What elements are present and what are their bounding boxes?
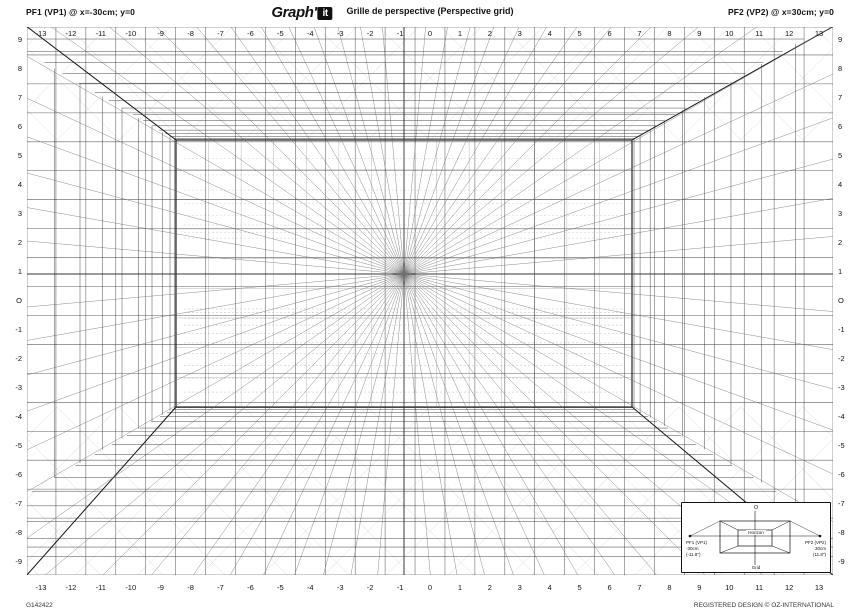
x-tick-label: -5: [277, 29, 284, 38]
x-tick-label: 7: [637, 29, 642, 38]
x-tick-label: -5: [277, 583, 284, 592]
x-tick-label: 10: [725, 29, 734, 38]
x-tick-label: -1: [396, 29, 404, 38]
y-tick-label: -9: [15, 556, 22, 566]
legend-pf2-in: (11.8"): [812, 551, 826, 557]
y-tick-label: -6: [838, 469, 845, 479]
legend-grid-label: Grid: [751, 565, 761, 570]
x-tick-label: 4: [547, 583, 552, 592]
y-tick-label: 2: [838, 238, 843, 248]
x-tick-label: -8: [187, 29, 194, 38]
legend-pf1-title: PF1 (VP1): [686, 539, 708, 545]
brand-text: Graph': [271, 4, 317, 21]
y-tick-label: 4: [17, 180, 22, 190]
x-tick-label: 9: [697, 583, 702, 592]
x-tick-label: -2: [366, 29, 374, 38]
x-tick-label: 4: [547, 29, 552, 38]
y-tick-label: O: [838, 296, 844, 305]
x-tick-label: 9: [697, 29, 702, 38]
legend-box: [681, 502, 831, 573]
legend-horizon-label: Horizon: [748, 530, 764, 535]
y-tick-label: -3: [15, 382, 22, 392]
copyright-notice: REGISTERED DESIGN © OZ-INTERNATIONAL: [693, 602, 834, 609]
x-tick-label: 10: [725, 583, 734, 592]
y-tick-label: -8: [838, 527, 845, 537]
y-tick-label: O: [16, 296, 22, 305]
x-tick-label: 12: [784, 583, 794, 592]
y-tick-label: 2: [17, 238, 22, 248]
x-tick-label: 8: [667, 583, 672, 592]
x-tick-label: 1: [457, 29, 462, 38]
page-title: Grille de perspective (Perspective grid): [346, 6, 514, 16]
y-tick-label: 6: [17, 122, 22, 132]
x-tick-label: 11: [755, 583, 764, 592]
x-tick-label: -4: [306, 29, 314, 38]
perspective-grid-plot: [26, 26, 834, 576]
x-tick-label: -3: [336, 29, 344, 38]
x-tick-label: -3: [336, 583, 344, 592]
x-tick-label: 7: [637, 583, 642, 592]
y-tick-label: 9: [17, 35, 22, 45]
legend-pf2: [805, 540, 826, 558]
y-tick-label: -3: [838, 382, 845, 392]
y-tick-label: 3: [838, 209, 843, 219]
y-tick-label: -4: [838, 411, 845, 421]
x-tick-label: -11: [95, 29, 106, 38]
x-tick-label: 0: [427, 29, 433, 38]
legend-pf2-cm: 30cm: [814, 545, 826, 551]
y-tick-label: 5: [17, 151, 22, 161]
y-tick-label: 7: [17, 93, 22, 103]
legend-origin-label: O: [753, 505, 759, 511]
x-tick-label: 6: [607, 29, 612, 38]
x-tick-label: -9: [157, 583, 164, 592]
y-tick-label: 9: [838, 35, 843, 45]
y-tick-label: -2: [838, 353, 845, 363]
x-tick-label: 2: [487, 29, 492, 38]
x-tick-label: -12: [65, 583, 77, 592]
x-tick-label: -11: [95, 583, 106, 592]
y-tick-label: -7: [15, 498, 22, 508]
y-tick-label: 8: [838, 64, 843, 74]
y-tick-label: -7: [838, 498, 845, 508]
legend-pf1: [686, 540, 707, 558]
x-tick-label: -6: [247, 29, 254, 38]
x-tick-label: 11: [755, 29, 764, 38]
x-tick-label: -7: [217, 583, 224, 592]
y-tick-label: -5: [15, 440, 22, 450]
sheet-reference: G142422: [26, 602, 53, 609]
y-tick-label: -5: [838, 440, 845, 450]
x-tick-label: -10: [125, 29, 137, 38]
legend-pf2-title: PF2 (VP2): [804, 539, 826, 545]
x-tick-label: -10: [125, 583, 137, 592]
x-tick-label: -6: [247, 583, 254, 592]
x-tick-label: 3: [517, 583, 522, 592]
x-tick-label: 8: [667, 29, 672, 38]
y-tick-label: 5: [838, 151, 843, 161]
x-tick-label: 13: [814, 583, 824, 592]
y-tick-label: -1: [15, 324, 22, 334]
grid-drawing: [26, 26, 834, 576]
x-tick-label: 12: [784, 29, 794, 38]
x-tick-label: 2: [487, 583, 492, 592]
x-tick-label: -2: [366, 583, 374, 592]
y-tick-label: -8: [15, 527, 22, 537]
y-tick-label: -6: [15, 469, 22, 479]
x-tick-label: -1: [396, 583, 404, 592]
y-tick-label: 7: [838, 93, 843, 103]
legend-pf1-in: (-11.8"): [686, 551, 701, 557]
x-tick-label: -9: [157, 29, 164, 38]
y-tick-label: 3: [17, 209, 22, 219]
x-tick-label: 13: [814, 29, 824, 38]
x-tick-label: -7: [217, 29, 224, 38]
x-tick-label: 0: [427, 583, 433, 592]
vanishing-point-2-label: PF2 (VP2) @ x=30cm; y=0: [727, 7, 834, 17]
y-tick-label: 1: [838, 267, 843, 277]
sheet-header: [0, 0, 860, 26]
x-tick-label: -12: [65, 29, 77, 38]
vanishing-point-1-label: PF1 (VP1) @ x=-30cm; y=0: [26, 7, 135, 17]
x-tick-label: 3: [517, 29, 522, 38]
x-tick-label: -4: [306, 583, 314, 592]
brand-mark: it: [318, 7, 333, 20]
y-tick-label: -2: [15, 353, 22, 363]
x-tick-label: -8: [187, 583, 194, 592]
y-tick-label: 8: [17, 64, 22, 74]
y-tick-label: -9: [838, 556, 845, 566]
x-tick-label: -13: [35, 29, 47, 38]
y-tick-label: -1: [838, 324, 845, 334]
y-tick-label: -4: [15, 411, 22, 421]
legend-pf1-cm: -30cm: [686, 545, 699, 551]
y-tick-label: 4: [838, 180, 843, 190]
legend-diagram: [682, 503, 828, 570]
y-tick-label: 1: [17, 267, 22, 277]
x-tick-label: -13: [35, 583, 47, 592]
x-tick-label: 5: [577, 583, 582, 592]
x-tick-label: 5: [577, 29, 582, 38]
x-tick-label: 6: [607, 583, 612, 592]
y-tick-label: 6: [838, 122, 843, 132]
x-tick-label: 1: [457, 583, 462, 592]
